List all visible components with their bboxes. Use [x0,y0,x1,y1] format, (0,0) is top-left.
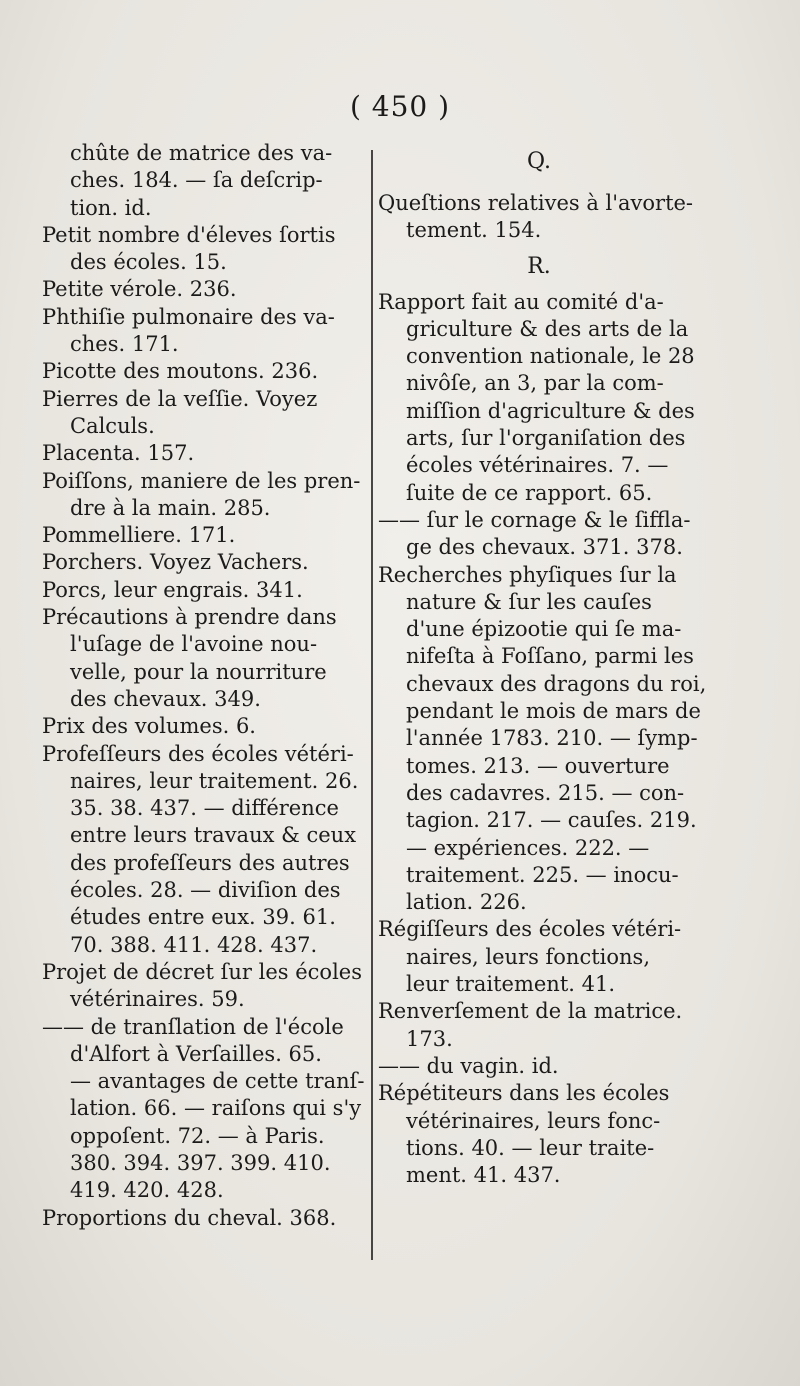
index-line: arts, ſur l'organiſation des [406,426,686,451]
r-entries [378,289,707,1190]
index-line: 35. 38. 437. — différence [70,796,339,821]
column-divider [371,150,373,1260]
index-line: tement. 154. [406,218,542,243]
index-line: Placenta. 157. [42,441,195,466]
index-line: nivôſe, an 3, par la com- [406,371,664,396]
index-line: lation. 66. — raiſons qui s'y [70,1096,362,1121]
index-line: Répétiteurs dans les écoles [378,1081,670,1106]
index-line: ches. 184. — ſa deſcrip- [70,168,323,193]
index-line: Profeſſeurs des écoles vétéri- [42,741,354,766]
section-letter-r: R. [527,253,551,279]
index-line: tions. 40. — leur traite- [406,1135,655,1160]
index-line: convention nationale, le 28 [406,344,695,369]
right-column [378,140,707,1189]
page-number: ( 450 ) [349,90,451,123]
index-line: ſuite de ce rapport. 65. [406,480,653,505]
index-line: l'uſage de l'avoine nou- [70,632,318,657]
index-line: oppoſent. 72. — à Paris. [70,1123,325,1148]
index-line: Petite vérole. 236. [42,277,237,302]
index-line: Pommelliere. 171. [42,523,236,548]
index-line: Régiſſeurs des écoles vétéri- [378,917,682,942]
index-line: Prix des volumes. 6. [42,714,256,739]
index-line: naires, leur traitement. 26. [70,768,359,793]
index-line: chevaux des dragons du roi, [406,671,707,696]
index-line: d'Alfort à Verſailles. 65. [70,1041,322,1066]
index-line: ches. 171. [70,332,179,357]
index-line: des chevaux. 349. [70,686,261,711]
index-line: 70. 388. 411. 428. 437. [70,932,318,957]
index-line: d'une épizootie qui ſe ma- [406,617,682,642]
index-line: — expériences. 222. — [406,835,650,860]
index-line: tagion. 217. — cauſes. 219. [406,808,697,833]
index-line: Calculs. [70,413,155,438]
index-line: Queſtions relatives à l'avorte- [378,191,694,215]
index-line: —— de tranſlation de l'école [42,1014,344,1039]
index-line: —— du vagin. id. [378,1053,559,1078]
index-line: des écoles. 15. [70,250,227,275]
index-line: vétérinaires. 59. [70,987,245,1012]
index-line: Poiſſons, maniere de les pren- [42,468,361,493]
index-line: l'année 1783. 210. — ſymp- [406,726,698,751]
index-line: études entre eux. 39. 61. [70,905,336,930]
index-line: nature & ſur les cauſes [406,589,652,614]
index-line: 173. [406,1026,453,1051]
index-line: Recherches phyſiques ſur la [378,562,677,587]
index-line: chûte de matrice des va- [70,141,333,165]
index-line: traitement. 225. — inocu- [406,862,679,887]
index-line: Petit nombre d'éleves ſortis [42,222,336,247]
index-line: écoles vétérinaires. 7. — [406,453,669,478]
index-line: Pierres de la veſſie. Voyez [42,386,318,411]
index-line: Proportions du cheval. 368. [42,1205,337,1230]
index-line: Phthiſie pulmonaire des va- [42,304,335,329]
index-line: — avantages de cette tranſ- [70,1069,365,1094]
index-line: vétérinaires, leurs fonc- [406,1108,661,1133]
index-line: Précautions à prendre dans [42,605,337,630]
index-line: naires, leurs fonctions, [406,944,650,969]
index-line: Porcs, leur engrais. 341. [42,577,303,602]
index-line: Rapport fait au comité d'a- [378,289,664,314]
index-line: écoles. 28. — diviſion des [70,878,341,903]
section-letter-q: Q. [527,149,551,174]
index-line: —— ſur le cornage & le ſiffla- [378,507,691,532]
index-line: lation. 226. [406,890,527,915]
index-line: 380. 394. 397. 399. 410. [70,1150,331,1175]
index-line: miſſion d'agriculture & des [406,398,695,423]
index-line: dre à la main. 285. [70,495,271,520]
index-line: Porchers. Voyez Vachers. [42,550,309,575]
index-line: leur traitement. 41. [406,972,616,997]
index-line: griculture & des arts de la [406,316,689,341]
index-line: des profeſſeurs des autres [70,850,350,875]
index-line: tion. id. [70,195,152,220]
index-line: Renverſement de la matrice. [378,999,683,1024]
index-line: nifeſta à Foſſano, parmi les [406,644,694,669]
index-line: velle, pour la nourriture [70,659,327,684]
index-line: ge des chevaux. 371. 378. [406,535,683,560]
q-entries [378,190,700,245]
index-line: ment. 41. 437. [406,1163,561,1188]
index-line: tomes. 213. — ouverture [406,753,670,778]
index-line: Projet de décret ſur les écoles [42,959,362,984]
index-line: 419. 420. 428. [70,1178,224,1203]
index-line: entre leurs travaux & ceux [70,823,357,848]
left-column [42,140,368,1232]
index-line: Picotte des moutons. 236. [42,359,319,384]
index-line: des cadavres. 215. — con- [406,780,685,805]
index-line: pendant le mois de mars de [406,699,701,724]
